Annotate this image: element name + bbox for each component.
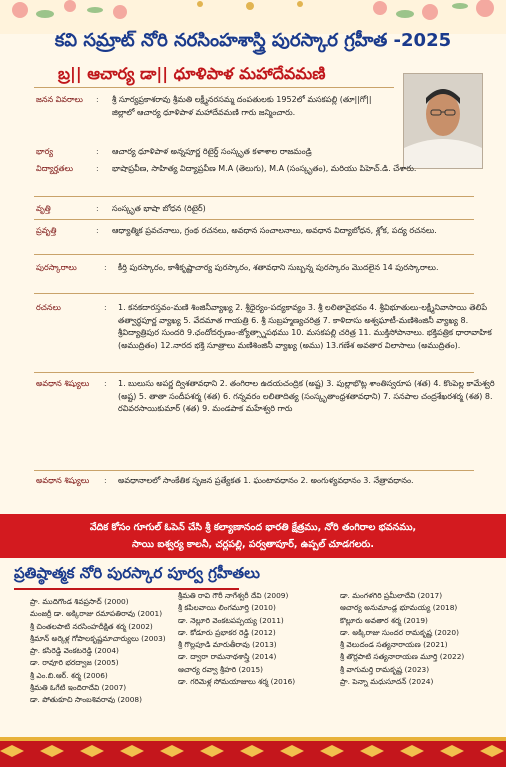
detail-label: విద్యార్హతలు bbox=[36, 164, 74, 173]
recipient-item: ప్రా. పెన్నా మధుసూదన్ (2024) bbox=[340, 677, 434, 687]
recipient-item: డా. మంగళగిరి ప్రమీలాదేవి (2017) bbox=[340, 591, 443, 600]
divider bbox=[34, 196, 474, 197]
recipients-column-1 bbox=[30, 596, 166, 707]
divider bbox=[34, 87, 394, 88]
detail-label: అవధాన శిష్యులు bbox=[36, 476, 90, 485]
detail-label: వృత్తి bbox=[36, 204, 51, 213]
recipient-item: ఆచార్య రవ్వా శ్రీహరి (2015) bbox=[178, 664, 264, 674]
detail-label: పురస్కారాలు bbox=[36, 263, 77, 272]
recipient-item: శ్రీమతి రావి గౌరీ నాగేశ్వరీ దేవి (2009) bbox=[178, 591, 289, 600]
detail-label: అవధాన శిష్యులు bbox=[36, 379, 90, 388]
detail-value: ఆచార్య ధూళిపాళ అన్నపూర్ణ రిటైర్డ్ సంస్కృత కళాశాల రాజమండ్రి bbox=[112, 147, 312, 156]
honoree-name: బ్ర|| ఆచార్య డా|| ధూళిపాళ మహాదేవమణి bbox=[58, 64, 326, 83]
recipient-item: శ్రీ తొర్లపాటి సత్యనారాయణ మూర్తి (2022) bbox=[340, 652, 465, 662]
recipient-item: శ్రీ కపిలవాయి లింగమూర్తి (2010) bbox=[178, 603, 276, 613]
recipient-item: శ్రీ ఎం.బి.ఆర్. శర్మ (2006) bbox=[30, 670, 108, 680]
recipient-item: డా. నెల్లూరి వెంకటపప్పయ్య (2011) bbox=[178, 615, 284, 625]
recipient-item: డా. కోడూరు ప్రభాకర రెడ్డి (2012) bbox=[178, 627, 276, 637]
detail-value: 1. బులుసు అపర్ణ ద్విశతావధాని 2. తంగిరాల ఉదయచంద్రిక (అష్ట) 3. పుల్లాభొట్ల శాంతిస్వరూప (శత) 4. కొంపెల్ల కామేశ్వరి (అష్ట) 5. తాతా సందీపశర్మ (శత) 6. గన్నవరం లలితాదిత్య (సంస్కృతాంధ్రశతావధాని) 7. సనపాల చంద్రశేఖరశర్మ (శత) 8. రవివరసాయికుమార్ (శత) 9. మండపాక మహేశ్వరి గారు bbox=[118, 379, 495, 413]
recipient-item: ప్రా. కసిరెడ్డి వెంకటరెడ్డి (2004) bbox=[30, 646, 119, 656]
recipient-item: శ్రీమతి ఓగేటి ఇందిరాదేవి (2007) bbox=[30, 683, 127, 693]
detail-value: 1. కనకదారస్తవం-మణి శింజినీవ్యాఖ్య 2. శ్రీధైర్యం-పద్యకావ్యం 3. శ్రీ లలితావైభవం 4. శ్రీవిభూతులు-లక్ష్మీనివాసాయి తెలిపే తత్వార్థపూర్ణ వ్యాఖ్య 5. వేదమాత గాయత్రి 6. శ్రీ సుబ్రహ్మణ్యచరిత్ర 7. కాళిదాసు అశ్వఘాటీ-మణిశింజినీ వ్యాఖ్య 8. శ్రీవిద్యాత్రిపుర సుందరి 9.ఛందోదర్పణం-జ్యోత్స్నాపథము 10. మసకపల్లి చరిత్ర 11. ముక్తిసోపానాలు. భక్తిపత్రిక ధారావాహిక (అముద్రితం) 12.నారద భక్తి సూత్రాలు మణిశింజినీ వ్యాఖ్య (అము) 13.గణేశ అవతార విలాసాలు (అముద్రితం). bbox=[118, 303, 492, 350]
detail-label: ప్రవృత్తి bbox=[36, 226, 57, 235]
recipient-item: శ్రీ వాగుమర్తి రామకృష్ణ (2023) bbox=[340, 664, 430, 674]
detail-value: కీర్తి పురస్కారం, కాశీకృష్ణాచార్య పురస్కారం, శతావధాని సుబ్బన్న పురస్కారం మొదలైన 14 పురస్కారాలు. bbox=[118, 263, 439, 272]
detail-label: జనన వివరాలు bbox=[36, 95, 83, 104]
recipients-column-2 bbox=[178, 590, 295, 688]
divider bbox=[34, 293, 474, 294]
detail-value: అవధానాలలో సాంకేతిక సృజన ప్రత్యేకత 1. ఘంటావధానం 2. అంగుళ్యవధానం 3. నేత్రావధానం. bbox=[118, 476, 414, 485]
divider bbox=[34, 254, 474, 255]
venue-line-1: వేదిక కోసం గూగుల్ ఓపెన్ చేసి శ్రీ కల్యాణానంద భారతి క్షేత్రము, నోరి తంగిరాల భవనము, bbox=[89, 522, 417, 533]
detail-value: సంస్కృత భాషా బోధన (రిటైర్) bbox=[112, 204, 206, 213]
past-recipients-heading: ప్రతిష్ఠాత్మక నోరి పురస్కార పూర్వ గ్రహీతలు bbox=[14, 564, 260, 582]
recipients-column-3 bbox=[340, 590, 464, 688]
recipient-item: డా. ద్వారా రామనాథశాస్త్రి (2014) bbox=[178, 652, 277, 662]
detail-value: శ్రీ సూర్యప్రకాశరావు శ్రీమతి లక్ష్మీనరసమ్మ దంపతులకు 1952లో మసకపల్లి (తూ||గో|| జిల్లాలో ఆచార్య ధూళిపాళ మహాదేవమణి గారు జన్మించారు. bbox=[112, 95, 372, 117]
recipient-item: శ్రీ వెలుదండ సత్యనారాయణ (2021) bbox=[340, 640, 448, 650]
venue-banner bbox=[0, 514, 506, 558]
recipient-item: ఆచార్య అనుమాండ్ల భూమయ్య (2018) bbox=[340, 603, 458, 613]
page-title: కవి సమ్రాట్ నోరి నరసింహశాస్త్రి పురస్కార గ్రహీత -2025 bbox=[54, 30, 452, 51]
recipient-item: ప్రా. ముదిగొండ శివప్రసాద్ (2000) bbox=[30, 597, 129, 606]
divider bbox=[34, 372, 474, 373]
detail-label: రచనలు bbox=[36, 303, 61, 312]
divider bbox=[34, 219, 474, 220]
detail-label: భార్య bbox=[36, 147, 53, 156]
recipient-item: శ్రీ గొల్లపూడి మారుతీరావు (2013) bbox=[178, 640, 277, 650]
detail-value: భాషాప్రవీణ, సాహిత్య విద్యాప్రవీణ M.A (తెలుగు), M.A (సంస్కృతం), మరియు పిహెచ్.డి. చేశారు. bbox=[112, 164, 417, 173]
recipient-item: డా. అక్కిరాజు సుందర రామకృష్ణ (2020) bbox=[340, 627, 459, 637]
recipient-item: డా. రావూరి భరద్వాజ (2005) bbox=[30, 658, 119, 668]
recipient-item: శ్రీమాన్ అర్కెళ్ల గోపాలకృష్ణమాచార్యులు (2003) bbox=[30, 633, 166, 643]
recipient-item: శ్రీ చింతలపాటి నరసింహదీక్షిత శర్మ (2002) bbox=[30, 621, 153, 631]
bottom-decorative-border bbox=[0, 737, 506, 767]
recipient-item: డా. గరిమెళ్ల సోమయాజులు శర్మ (2016) bbox=[178, 677, 296, 687]
divider bbox=[34, 470, 474, 471]
recipient-item: కొల్లూరు అవతార శర్మ (2019) bbox=[340, 615, 428, 625]
recipient-item: మంజర్రీ డా. అక్కిరాజు రమాపతిరావు (2001) bbox=[30, 609, 163, 619]
detail-value: ఆధ్యాత్మిక ప్రవచనాలు, గ్రంథ రచనలు, అవధాన సంచాలనాలు, అవధాన విద్యాబోధన, శ్లోక, పద్య రచనలు. bbox=[112, 226, 437, 235]
venue-line-2: సాయి ఐశ్వర్య కాలనీ, చర్లపల్లి, పర్వతాపూర్, ఉప్పల్ చూడగలరు. bbox=[132, 539, 374, 550]
top-floral-border bbox=[0, 0, 506, 34]
recipient-item: డా. పోతుకూచి సాంబశివరావు (2008) bbox=[30, 695, 143, 705]
